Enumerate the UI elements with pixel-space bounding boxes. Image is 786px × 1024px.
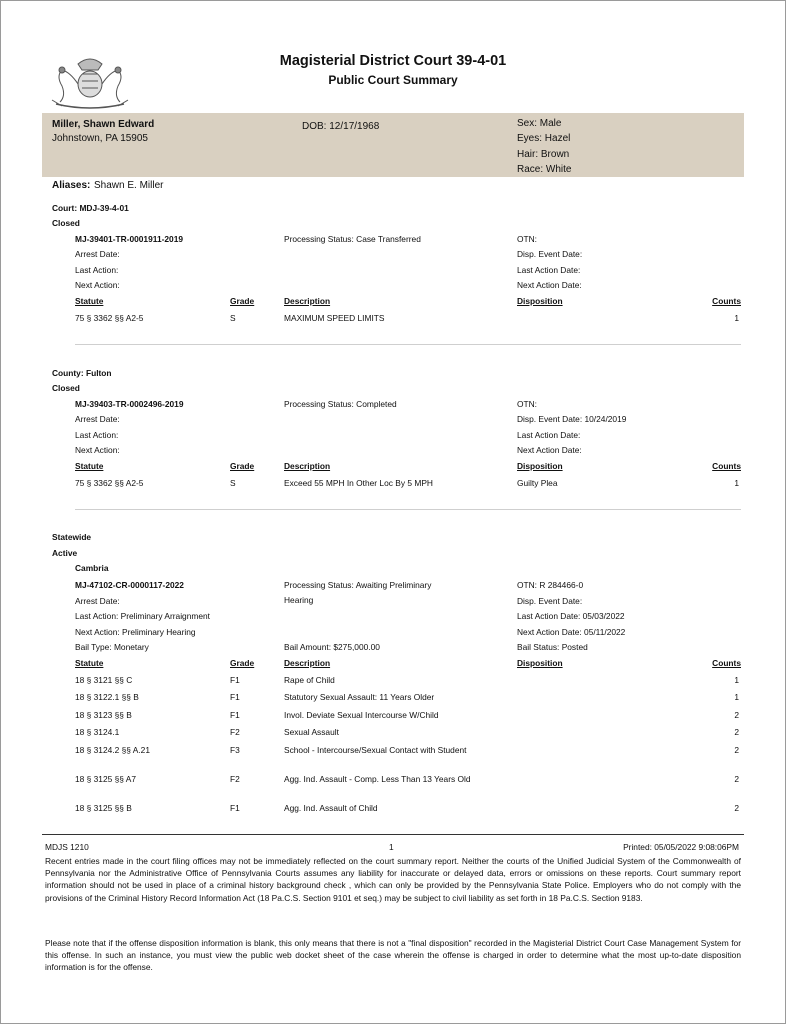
case1-col-disposition: Disposition xyxy=(517,296,563,306)
section1-court: Court: MDJ-39-4-01 xyxy=(52,203,129,213)
case2-col-description: Description xyxy=(284,461,331,471)
printed-timestamp: Printed: 05/05/2022 9:08:06PM xyxy=(623,842,739,852)
section3-county: Cambria xyxy=(75,563,109,573)
defendant-dob: DOB: 12/17/1968 xyxy=(302,121,380,132)
case2-arrest-date: Arrest Date: xyxy=(75,414,120,424)
case2-col-counts: Counts xyxy=(712,461,741,471)
case1-next-action-date: Next Action Date: xyxy=(517,280,582,290)
case3-charge-description: Invol. Deviate Sexual Intercourse W/Child xyxy=(284,710,439,720)
case3-col-statute: Statute xyxy=(75,658,104,668)
case3-col-description: Description xyxy=(284,658,331,668)
case3-charge-statute: 18 § 3123 §§ B xyxy=(75,710,132,720)
disposition-note-paragraph: Please note that if the offense disposition information is blank, this only means that there is not a "final disposition" recorded in the Magisterial District Court Case Management System for this offense. In such an instance, you must view the public web docket sheet of the case wherein the offense is charged in order to determine what the most up-to-date disposition information is for the offense. xyxy=(45,938,741,973)
case3-charge-description: Agg. Ind. Assault - Comp. Less Than 13 Years Old xyxy=(284,774,471,784)
case2-last-action-date: Last Action Date: xyxy=(517,430,581,440)
section2-status: Closed xyxy=(52,383,80,393)
case3-col-grade: Grade xyxy=(230,658,255,668)
defendant-sex: Sex: Male xyxy=(517,118,562,129)
case1-processing-status: Processing Status: Case Transferred xyxy=(284,234,421,244)
case3-charge-counts: 2 xyxy=(734,745,739,755)
case2-next-action-date: Next Action Date: xyxy=(517,445,582,455)
case1-col-grade: Grade xyxy=(230,296,255,306)
case3-bail-amount: Bail Amount: $275,000.00 xyxy=(284,642,380,652)
case3-bail-type: Bail Type: Monetary xyxy=(75,642,149,652)
case2-col-statute: Statute xyxy=(75,461,104,471)
case3-charge-statute: 18 § 3121 §§ C xyxy=(75,675,133,685)
aliases-value: Shawn E. Miller xyxy=(94,180,164,191)
section2-county: County: Fulton xyxy=(52,368,112,378)
section3-status: Active xyxy=(52,548,78,558)
case3-col-counts: Counts xyxy=(712,658,741,668)
case1-col-description: Description xyxy=(284,296,331,306)
case1-last-action: Last Action: xyxy=(75,265,119,275)
case3-charge-statute: 18 § 3124.2 §§ A.21 xyxy=(75,745,150,755)
case3-bail-status: Bail Status: Posted xyxy=(517,642,588,652)
defendant-race: Race: White xyxy=(517,164,572,175)
case2-charge-statute: 75 § 3362 §§ A2-5 xyxy=(75,478,144,488)
case3-charge-counts: 2 xyxy=(734,710,739,720)
case3-charge-description: Agg. Ind. Assault of Child xyxy=(284,803,378,813)
case3-otn: OTN: R 284466-0 xyxy=(517,580,584,590)
case3-charge-counts: 1 xyxy=(734,692,739,702)
case3-charge-grade: F2 xyxy=(230,774,240,784)
case3-col-disposition: Disposition xyxy=(517,658,563,668)
case2-otn: OTN: xyxy=(517,399,538,409)
case2-processing-status: Processing Status: Completed xyxy=(284,399,397,409)
case3-docket: MJ-47102-CR-0000117-2022 xyxy=(75,580,184,590)
case2-charge-grade: S xyxy=(230,478,236,488)
case3-charge-statute: 18 § 3125 §§ B xyxy=(75,803,132,813)
defendant-name: Miller, Shawn Edward xyxy=(52,119,155,130)
case3-charge-statute: 18 § 3125 §§ A7 xyxy=(75,774,137,784)
section3-scope: Statewide xyxy=(52,532,92,542)
case3-charge-grade: F1 xyxy=(230,675,240,685)
case1-otn: OTN: xyxy=(517,234,538,244)
case3-next-action: Next Action: Preliminary Hearing xyxy=(75,627,196,637)
defendant-hair: Hair: Brown xyxy=(517,149,570,160)
case1-col-counts: Counts xyxy=(712,296,741,306)
case3-last-action: Last Action: Preliminary Arraignment xyxy=(75,611,210,621)
case3-charge-grade: F2 xyxy=(230,727,240,737)
case2-col-grade: Grade xyxy=(230,461,255,471)
form-id: MDJS 1210 xyxy=(45,842,89,852)
report-subtitle: Public Court Summary xyxy=(328,73,458,87)
defendant-eyes: Eyes: Hazel xyxy=(517,133,571,144)
case2-next-action: Next Action: xyxy=(75,445,120,455)
case1-col-statute: Statute xyxy=(75,296,104,306)
case2-last-action: Last Action: xyxy=(75,430,119,440)
case1-last-action-date: Last Action Date: xyxy=(517,265,581,275)
case3-charge-description: Statutory Sexual Assault: 11 Years Older xyxy=(284,692,435,702)
case3-processing-status: Processing Status: Awaiting Preliminary xyxy=(284,580,432,590)
aliases-label: Aliases: xyxy=(52,180,91,191)
case3-charge-counts: 2 xyxy=(734,774,739,784)
case3-charge-counts: 2 xyxy=(734,727,739,737)
case3-charge-statute: 18 § 3122.1 §§ B xyxy=(75,692,139,702)
page-number: 1 xyxy=(389,842,394,852)
case2-disp-event-date: Disp. Event Date: 10/24/2019 xyxy=(517,414,627,424)
case3-charge-grade: F1 xyxy=(230,803,240,813)
case3-charge-grade: F1 xyxy=(230,692,240,702)
case2-charge-disposition: Guilty Plea xyxy=(517,478,558,488)
disclaimer-paragraph: Recent entries made in the court filing offices may not be immediately reflected on the court summary report. Neither the courts of the Unified Judicial System of the Commonwealth of Pennsylvania nor the Administrative Office of Pennsylvania Courts assumes any liability for inaccurate or delayed data, errors or omissions on these reports. Court summary report information should not be used in place of a criminal history background check , which can only be provided by the Pennsylvania State Police. Employers who do not comply with the provisions of the Criminal History Record Information Act (18 Pa.C.S. Section 9101 et seq.) may be subject to civil liability as set forth in 18 Pa.C.S. Section 9183. xyxy=(45,856,741,903)
case3-charge-counts: 2 xyxy=(734,803,739,813)
case3-charge-grade: F3 xyxy=(230,745,240,755)
case3-charge-description: Sexual Assault xyxy=(284,727,339,737)
case1-charge-statute: 75 § 3362 §§ A2-5 xyxy=(75,313,144,323)
case2-col-disposition: Disposition xyxy=(517,461,563,471)
divider xyxy=(75,509,741,510)
case2-charge-description: Exceed 55 MPH In Other Loc By 5 MPH xyxy=(284,478,433,488)
case1-docket: MJ-39401-TR-0001911-2019 xyxy=(75,234,184,244)
court-title: Magisterial District Court 39-4-01 xyxy=(279,53,507,69)
case1-arrest-date: Arrest Date: xyxy=(75,249,120,259)
case3-charge-counts: 1 xyxy=(734,675,739,685)
case3-charge-statute: 18 § 3124.1 xyxy=(75,727,120,737)
case1-next-action: Next Action: xyxy=(75,280,120,290)
case3-last-action-date: Last Action Date: 05/03/2022 xyxy=(517,611,625,621)
case3-arrest-date: Arrest Date: xyxy=(75,596,120,606)
case1-charge-grade: S xyxy=(230,313,236,323)
case3-charge-description: School - Intercourse/Sexual Contact with Student xyxy=(284,745,467,755)
section1-status: Closed xyxy=(52,218,80,228)
case3-charge-grade: F1 xyxy=(230,710,240,720)
defendant-address: Johnstown, PA 15905 xyxy=(52,133,148,144)
case2-charge-counts: 1 xyxy=(734,478,739,488)
case2-docket: MJ-39403-TR-0002496-2019 xyxy=(75,399,184,409)
case1-disp-event-date: Disp. Event Date: xyxy=(517,249,583,259)
case3-next-action-date: Next Action Date: 05/11/2022 xyxy=(517,627,626,637)
divider xyxy=(75,344,741,345)
footer-rule xyxy=(42,834,744,835)
case1-charge-description: MAXIMUM SPEED LIMITS xyxy=(284,313,385,323)
case3-charge-description: Rape of Child xyxy=(284,675,335,685)
case1-charge-counts: 1 xyxy=(734,313,739,323)
case3-disp-event-date: Disp. Event Date: xyxy=(517,596,583,606)
case3-processing-status-cont: Hearing xyxy=(284,595,314,605)
